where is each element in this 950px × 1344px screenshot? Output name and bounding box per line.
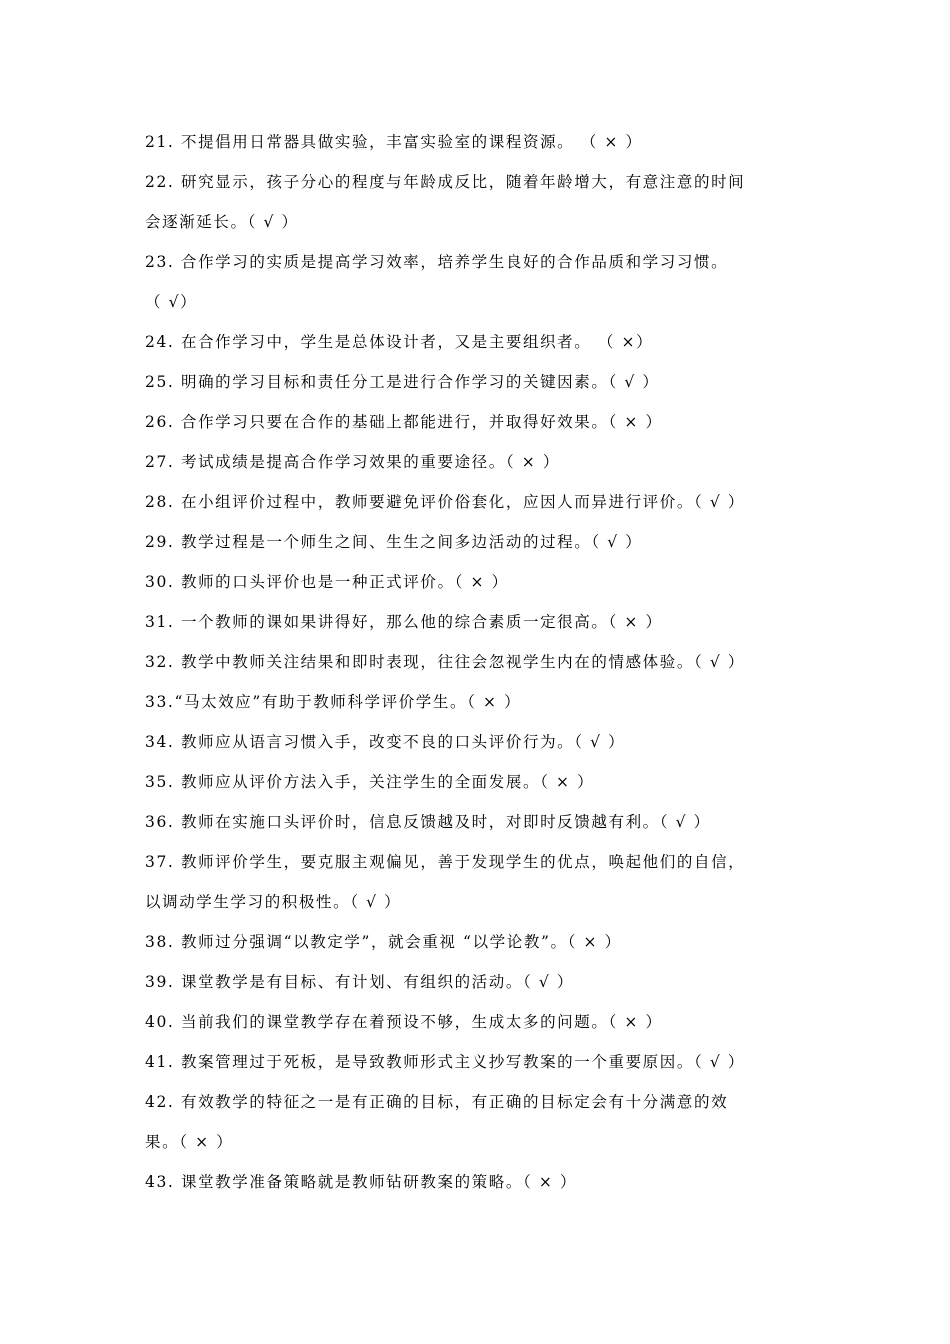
item-30: 30. 教师的口头评价也是一种正式评价。（ × ）: [145, 573, 509, 591]
item-43: 43. 课堂教学准备策略就是教师钻研教案的策略。（ × ）: [145, 1173, 578, 1191]
item-38: 38. 教师过分强调“以教定学”，就会重视 “以学论教”。（ × ）: [145, 933, 622, 951]
item-40: 40. 当前我们的课堂教学存在着预设不够，生成太多的问题。（ × ）: [145, 1013, 663, 1031]
item-22-continued: 会逐渐延长。（ √ ）: [145, 213, 299, 231]
item-37: 37. 教师评价学生，要克服主观偏见，善于发现学生的优点，唤起他们的自信，: [145, 853, 746, 871]
item-26: 26. 合作学习只要在合作的基础上都能进行，并取得好效果。（ × ）: [145, 413, 663, 431]
item-39: 39. 课堂教学是有目标、有计划、有组织的活动。（ √ ）: [145, 973, 574, 991]
item-27: 27. 考试成绩是提高合作学习效果的重要途径。（ × ）: [145, 453, 560, 471]
item-32: 32. 教学中教师关注结果和即时表现，往往会忽视学生内在的情感体验。（ √ ）: [145, 653, 745, 671]
item-23-continued: （ √）: [145, 293, 198, 311]
item-25: 25. 明确的学习目标和责任分工是进行合作学习的关键因素。（ √ ）: [145, 373, 660, 391]
true-false-items: [145, 122, 810, 1202]
item-37-continued: 以调动学生学习的积极性。（ √ ）: [145, 893, 402, 911]
item-28: 28. 在小组评价过程中，教师要避免评价俗套化，应因人而异进行评价。（ √ ）: [145, 493, 745, 511]
item-34: 34. 教师应从语言习惯入手，改变不良的口头评价行为。（ √ ）: [145, 733, 626, 751]
item-33: 33.“马太效应”有助于教师科学评价学生。（ × ）: [145, 693, 522, 711]
item-22: 22. 研究显示，孩子分心的程度与年龄成反比，随着年龄增大，有意注意的时间: [145, 173, 746, 191]
item-23: 23. 合作学习的实质是提高学习效率，培养学生良好的合作品质和学习习惯。: [145, 253, 729, 271]
item-31: 31. 一个教师的课如果讲得好，那么他的综合素质一定很高。（ × ）: [145, 613, 663, 631]
item-42-continued: 果。（ × ）: [145, 1133, 234, 1151]
item-41: 41. 教案管理过于死板，是导致教师形式主义抄写教案的一个重要原因。（ √ ）: [145, 1053, 745, 1071]
item-24: 24. 在合作学习中，学生是总体设计者，又是主要组织者。 （ ×）: [145, 333, 654, 351]
item-21: 21. 不提倡用日常器具做实验，丰富实验室的课程资源。 （ × ）: [145, 133, 643, 151]
item-42: 42. 有效教学的特征之一是有正确的目标，有正确的目标定会有十分满意的效: [145, 1093, 729, 1111]
item-35: 35. 教师应从评价方法入手，关注学生的全面发展。（ × ）: [145, 773, 595, 791]
item-36: 36. 教师在实施口头评价时，信息反馈越及时，对即时反馈越有利。（ √ ）: [145, 813, 711, 831]
item-29: 29. 教学过程是一个师生之间、生生之间多边活动的过程。（ √ ）: [145, 533, 643, 551]
